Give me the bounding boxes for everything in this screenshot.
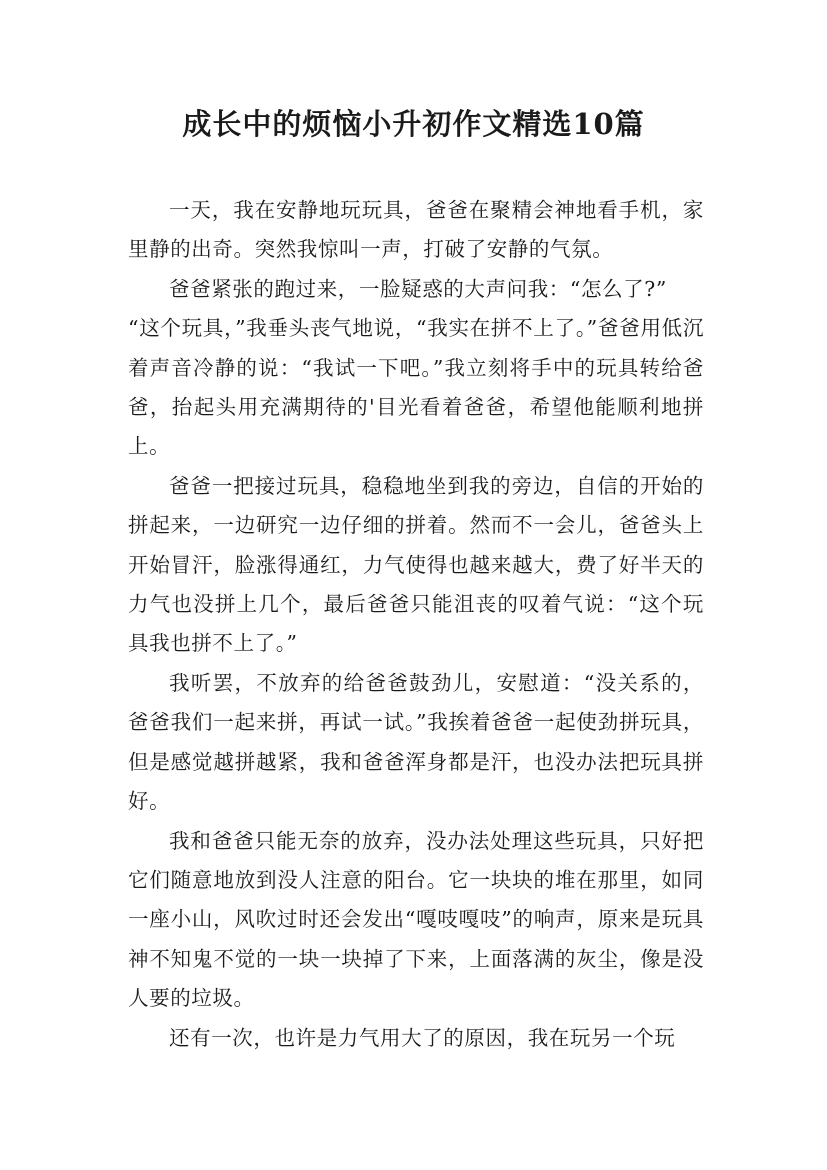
paragraph-1: 一天，我在安静地玩玩具，爸爸在聚精会神地看手机，家里静的出奇。突然我惊叫一声，打破了安静的气氛。 [128,198,704,262]
paragraph-4: 爸爸一把接过玩具，稳稳地坐到我的旁边，自信的开始的拼起来，一边研究一边仔细的拼着。然而不一会儿，爸爸头上开始冒汗，脸涨得通红，力气使得也越来越大，费了好半天的力气也没拼上几个，最后爸爸只能沮丧的叹着气说：“这个玩具我也拼不上了。” [128,473,704,656]
document-title: 成长中的烦恼小升初作文精选10篇 [182,107,645,141]
document-body [128,191,704,1058]
paragraph-7: 还有一次，也许是力气用大了的原因，我在玩另一个玩 [169,1025,676,1050]
paragraph-6: 我和爸爸只能无奈的放弃，没办法处理这些玩具，只好把它们随意地放到没人注意的阳台。它一块块的堆在那里，如同一座小山，风吹过时还会发出“嘎吱嘎吱”的响声，原来是玩具神不知鬼不觉的一块一块掉了下来，上面落满的灰尘，像是没人要的垃圾。 [128,828,704,1011]
paragraph-3: “这个玩具，”我垂头丧气地说，“我实在拼不上了。”爸爸用低沉着声音冷静的说：“我试一下吧。”我立刻将手中的玩具转给爸爸，抬起头用充满期待的'目光看着爸爸，希望他能顺利地拼上。 [128,316,704,459]
paragraph-2: 爸爸紧张的跑过来，一脸疑惑的大声问我：“怎么了?” [169,276,667,301]
paragraph-5: 我听罢，不放弃的给爸爸鼓劲儿，安慰道：“没关系的，爸爸我们一起来拼，再试一试。”我挨着爸爸一起使劲拼玩具，但是感觉越拼越紧，我和爸爸浑身都是汗，也没办法把玩具拼好。 [128,670,704,814]
